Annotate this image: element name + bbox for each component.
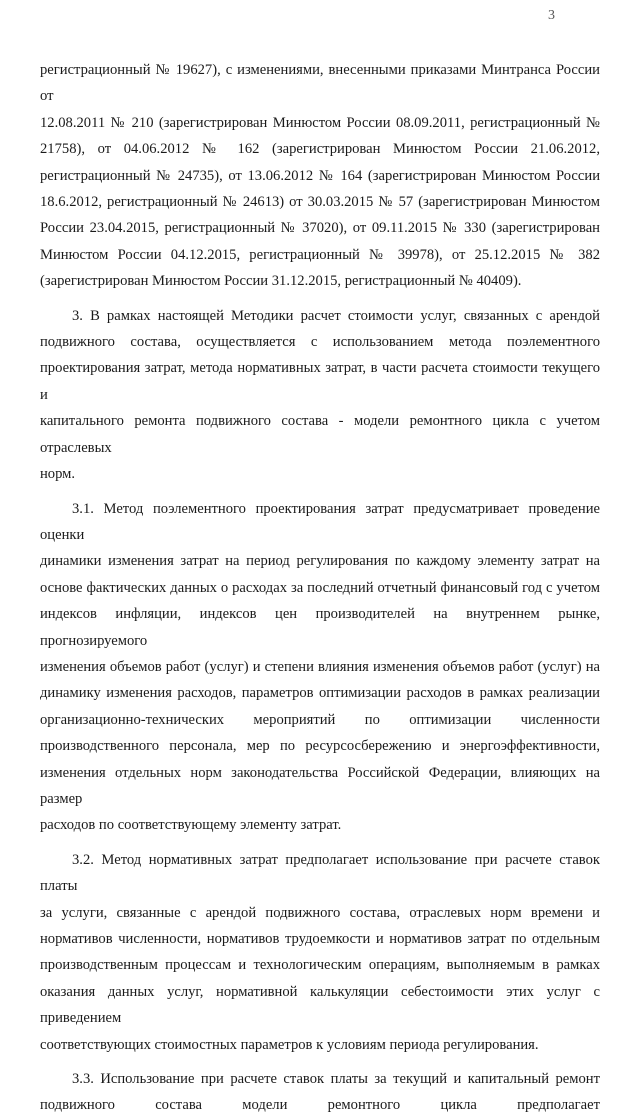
paragraph-line: изменения отдельных норм законодательства Российской Федерации, влияющих на размер xyxy=(40,764,600,807)
paragraph-line: нормативов численности, нормативов трудоемкости и нормативов затрат по отдельным xyxy=(40,931,600,947)
paragraph-line: соответствующих стоимостных параметров к условиям периода регулирования. xyxy=(40,1036,539,1053)
paragraph-line: основе фактических данных о расходах за последний отчетный финансовый год с учетом xyxy=(40,579,600,596)
paragraph-line: 3.1. Метод поэлементного проектирования затрат предусматривает проведение оценки xyxy=(40,500,600,543)
paragraph-line: регистрационный № 24735), от 13.06.2012 № 164 (зарегистрирован Минюстом России xyxy=(40,167,600,184)
page-number: 3 xyxy=(548,8,555,23)
paragraph-line: норм. xyxy=(40,466,76,483)
paragraph-line: капитального ремонта подвижного состава - модели ремонтного цикла с учетом отраслевых xyxy=(40,413,600,456)
paragraph-line: производственного персонала, мер по ресурсосбережению и энергоэффективности, xyxy=(40,738,600,755)
paragraph-line: индексов инфляции, индексов цен производителей на внутреннем рынке, прогнозируемого xyxy=(40,606,600,649)
paragraph-line: 3.3. Использование при расчете ставок платы за текущий и капитальный ремонт xyxy=(72,1071,600,1088)
paragraph-line: динамику изменения расходов, параметров оптимизации расходов в рамках реализации xyxy=(40,685,600,702)
paragraph-line: (зарегистрирован Минюстом России 31.12.2015, регистрационный № 40409). xyxy=(40,273,522,290)
paragraph-line: динамики изменения затрат на период регулирования по каждому элементу затрат на xyxy=(40,553,600,570)
paragraph-line: организационно-технических мероприятий по оптимизации численности xyxy=(40,711,600,728)
paragraph-line: оказания данных услуг, нормативной калькуляции себестоимости этих услуг с приведением xyxy=(40,983,600,1027)
paragraph-line: Минюстом России 04.12.2015, регистрационный № 39978), от 25.12.2015 № 382 xyxy=(40,246,600,263)
paragraph-line: 21758), от 04.06.2012 № 162 (зарегистрирован Минюстом России 21.06.2012, xyxy=(40,141,600,158)
paragraph-line: расходов по соответствующему элементу затрат. xyxy=(40,817,342,834)
paragraph-line: проектирования затрат, метода нормативных затрат, в части расчета стоимости текущего и xyxy=(40,360,600,403)
paragraph-line: производственным процессам и технологическим операциям, выполняемым в рамках xyxy=(40,957,600,974)
paragraph-line: 3.2. Метод нормативных затрат предполагает использование при расчете ставок платы xyxy=(40,851,600,895)
paragraph-line: за услуги, связанные с арендой подвижного состава, отраслевых норм времени и xyxy=(40,904,600,921)
paragraph-line: 3. В рамках настоящей Методики расчет стоимости услуг, связанных с арендой xyxy=(72,307,600,324)
paragraph-line: 18.6.2012, регистрационный № 24613) от 30.03.2015 № 57 (зарегистрирован Минюстом xyxy=(40,194,600,211)
paragraph-line: подвижного состава модели ремонтного цикла предполагает xyxy=(40,1097,600,1114)
paragraph-line: изменения объемов работ (услуг) и степени влияния изменения объемов работ (услуг) на xyxy=(40,658,600,675)
paragraph-line: подвижного состава, осуществляется с использованием метода поэлементного xyxy=(40,334,600,351)
paragraph-line: России 23.04.2015, регистрационный № 37020), от 09.11.2015 № 330 (зарегистрирован xyxy=(40,220,600,237)
document-body xyxy=(40,57,600,1119)
paragraph-line: 12.08.2011 № 210 (зарегистрирован Минюстом России 08.09.2011, регистрационный № xyxy=(40,114,600,131)
paragraph-line: регистрационный № 19627), с изменениями, внесенными приказами Минтранса России от xyxy=(40,62,600,105)
